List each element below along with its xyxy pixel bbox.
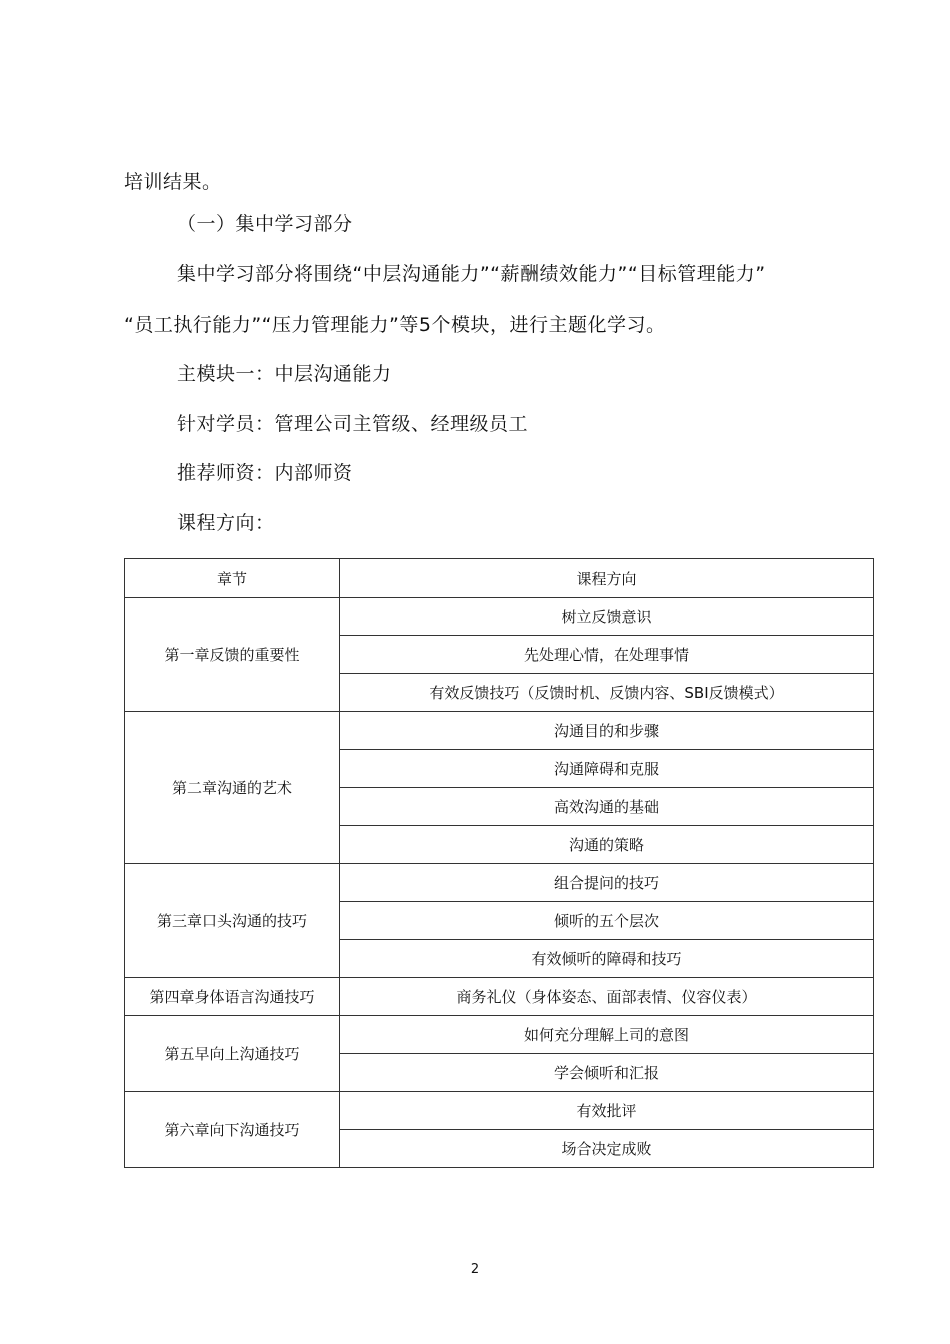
chapter-cell: 第一章反馈的重要性 [125,598,340,712]
header-chapter: 章节 [125,559,340,598]
chapter-cell: 第三章口头沟通的技巧 [125,864,340,978]
course-item-cell: 高效沟通的基础 [340,788,874,826]
course-item-cell: 商务礼仪（身体姿态、面部表情、仪容仪表） [340,978,874,1016]
course-item-cell: 沟通障碍和克服 [340,750,874,788]
course-item-cell: 有效倾听的障碍和技巧 [340,940,874,978]
course-item-cell: 组合提问的技巧 [340,864,874,902]
header-course-direction: 课程方向 [340,559,874,598]
course-item-cell: 树立反馈意识 [340,598,874,636]
course-item-cell: 沟通的策略 [340,826,874,864]
course-item-cell: 沟通目的和步骤 [340,712,874,750]
paragraph-intro-line1: 集中学习部分将围绕“中层沟通能力”“薪酬绩效能力”“目标管理能力” [177,263,766,285]
section-heading: （一）集中学习部分 [177,213,353,235]
recommended-instructors: 推荐师资：内部师资 [177,462,353,484]
target-audience: 针对学员：管理公司主管级、经理级员工 [177,413,529,435]
course-item-cell: 学会倾听和汇报 [340,1054,874,1092]
table-row [125,1092,874,1130]
course-item-cell: 如何充分理解上司的意图 [340,1016,874,1054]
chapter-cell: 第四章身体语言沟通技巧 [125,978,340,1016]
course-item-cell: 倾听的五个层次 [340,902,874,940]
module-title: 主模块一：中层沟通能力 [177,363,392,385]
table-row [125,1016,874,1054]
table-row [125,598,874,636]
course-item-cell: 先处理心情，在处理事情 [340,636,874,674]
course-item-cell: 场合决定成败 [340,1130,874,1168]
course-item-cell: 有效批评 [340,1092,874,1130]
course-direction-label: 课程方向： [177,512,275,534]
chapter-cell: 第五早向上沟通技巧 [125,1016,340,1092]
paragraph-intro-line2: “员工执行能力”“压力管理能力”等5个模块，进行主题化学习。 [124,314,666,336]
table-row [125,978,874,1016]
paragraph-continuation: 培训结果。 [124,171,222,193]
course-item-cell: 有效反馈技巧（反馈时机、反馈内容、SBI反馈模式） [340,674,874,712]
table-row [125,864,874,902]
chapter-cell: 第六章向下沟通技巧 [125,1092,340,1168]
course-table [124,558,874,1168]
table-row [125,712,874,750]
page-number: 2 [470,1262,480,1277]
table-header-row [125,559,874,598]
chapter-cell: 第二章沟通的艺术 [125,712,340,864]
